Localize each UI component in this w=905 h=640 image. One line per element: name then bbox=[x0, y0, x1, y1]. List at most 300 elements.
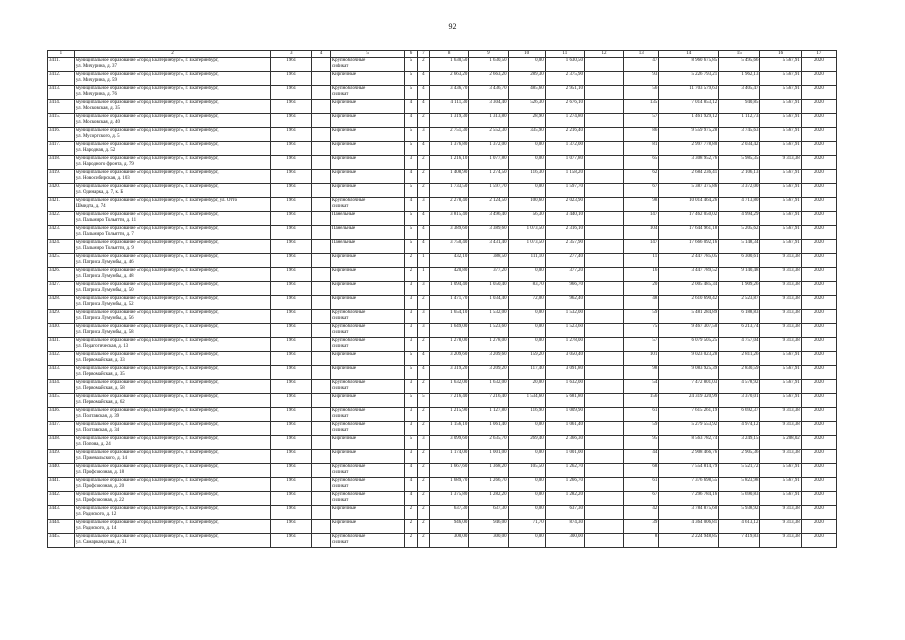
cell-text: 1961 bbox=[286, 254, 297, 259]
cell-text: 2 005 485,34 bbox=[691, 282, 718, 287]
table-cell bbox=[719, 310, 760, 324]
cell-text: 946,00 bbox=[453, 520, 468, 525]
cell-text: 7 554 814,79 bbox=[691, 464, 718, 469]
table-cell bbox=[74, 254, 270, 268]
table-cell bbox=[74, 506, 270, 520]
table-cell bbox=[405, 282, 417, 296]
table-cell bbox=[330, 240, 404, 254]
cell-text: 3 750,40 bbox=[450, 240, 468, 245]
cell-text: 0,00 bbox=[535, 156, 544, 161]
cell-text: 3441. bbox=[49, 478, 61, 483]
table-cell bbox=[659, 380, 719, 394]
table-cell bbox=[719, 128, 760, 142]
cell-text: 47 bbox=[652, 58, 658, 63]
cell-text: 1 375,80 bbox=[450, 492, 468, 497]
cell-text: 946,00 bbox=[493, 520, 507, 525]
cell-text: 2 bbox=[422, 492, 425, 497]
cell-text: 1961 bbox=[286, 296, 297, 301]
table-row bbox=[48, 156, 837, 170]
table-row bbox=[48, 478, 837, 492]
table-cell bbox=[417, 520, 429, 534]
table-cell bbox=[584, 492, 623, 506]
table-cell bbox=[417, 142, 429, 156]
cell-text: 1961 bbox=[286, 324, 297, 329]
cell-text: муниципальное образование «город Екатеринбург», г. Екатеринбург, ул. Отто bbox=[75, 198, 238, 203]
table-cell bbox=[508, 464, 545, 478]
cell-text: 1 061,40 bbox=[489, 422, 507, 427]
table-cell bbox=[330, 58, 404, 72]
cell-text: 3432. bbox=[49, 352, 61, 357]
cell-text: 2020 bbox=[813, 198, 824, 203]
table-cell bbox=[74, 366, 270, 380]
table-cell bbox=[271, 72, 312, 86]
table-cell bbox=[659, 226, 719, 240]
table-cell bbox=[545, 352, 584, 366]
table-cell bbox=[430, 282, 469, 296]
table-cell bbox=[405, 156, 417, 170]
cell-text: 3 bbox=[409, 408, 413, 413]
cell-text: 0,00 bbox=[535, 324, 544, 329]
table-cell bbox=[801, 324, 836, 338]
cell-text: 1 216,10 bbox=[450, 156, 468, 161]
cell-text: 1961 bbox=[286, 86, 297, 91]
cell-text: сиdикат bbox=[331, 64, 349, 69]
table-cell bbox=[469, 296, 508, 310]
table-cell bbox=[469, 436, 508, 450]
cell-text: 269,40 bbox=[530, 436, 544, 441]
table-cell bbox=[760, 254, 801, 268]
cell-text: 156 bbox=[649, 394, 658, 399]
cell-text: 1 408,90 bbox=[450, 170, 468, 175]
header-cell: 8 bbox=[430, 51, 469, 58]
cell-text: муниципальное образование «город Екатеринбург», г. Екатеринбург, bbox=[75, 464, 219, 469]
cell-text: силикат bbox=[331, 316, 349, 321]
table-cell bbox=[312, 170, 331, 184]
table-cell bbox=[417, 478, 429, 492]
header-cell: 10 bbox=[508, 51, 545, 58]
table-cell bbox=[417, 156, 429, 170]
cell-text: силикат bbox=[331, 386, 349, 391]
table-cell bbox=[584, 338, 623, 352]
cell-text: 1961 bbox=[286, 58, 297, 63]
table-cell bbox=[469, 478, 508, 492]
table-cell bbox=[801, 408, 836, 422]
cell-text: 1961 bbox=[286, 114, 297, 119]
cell-text: 5 567,91 bbox=[782, 184, 800, 189]
cell-text: 5 681,80 bbox=[565, 394, 583, 399]
table-row bbox=[48, 408, 837, 422]
buildings-table bbox=[47, 50, 837, 548]
table-cell bbox=[659, 408, 719, 422]
cell-text: 2 905,36 bbox=[741, 450, 759, 455]
table-cell bbox=[271, 324, 312, 338]
cell-text: 57 bbox=[652, 338, 658, 343]
cell-text: 2 bbox=[422, 422, 425, 427]
table-cell bbox=[469, 254, 508, 268]
cell-text: муниципальное образование «город Екатеринбург», г. Екатеринбург, bbox=[75, 212, 219, 217]
cell-text: 2 023,90 bbox=[565, 198, 583, 203]
cell-text: Кирпичные bbox=[331, 114, 357, 119]
cell-text: 1961 bbox=[286, 198, 297, 203]
cell-text: 75 bbox=[652, 324, 658, 329]
cell-text: 11 703 579,63 bbox=[689, 86, 718, 91]
table-cell bbox=[719, 198, 760, 212]
table-cell bbox=[48, 478, 75, 492]
table-cell bbox=[312, 520, 331, 534]
table-cell bbox=[271, 240, 312, 254]
table-cell bbox=[405, 380, 417, 394]
table-cell bbox=[545, 72, 584, 86]
table-cell bbox=[760, 534, 801, 548]
cell-text: 3435. bbox=[49, 394, 61, 399]
table-cell bbox=[801, 226, 836, 240]
cell-text: ул. Пальмиро Тольятти, д. 9 bbox=[75, 246, 134, 251]
cell-text: 1 962,13 bbox=[741, 72, 759, 77]
table-cell bbox=[430, 156, 469, 170]
cell-text: 3 745,63 bbox=[741, 128, 759, 133]
cell-text: 637,30 bbox=[493, 506, 507, 511]
table-cell bbox=[659, 534, 719, 548]
cell-text: ул. Полтавская, д. 34 bbox=[75, 428, 120, 433]
table-cell bbox=[430, 520, 469, 534]
cell-text: 1 127,80 bbox=[489, 408, 507, 413]
cell-text: ул. Профсоюзная, д. 20 bbox=[75, 484, 125, 489]
cell-text: 1961 bbox=[286, 184, 297, 189]
cell-text: 3 447 789,52 bbox=[691, 268, 718, 273]
cell-text: 1961 bbox=[286, 310, 297, 315]
table-cell bbox=[659, 100, 719, 114]
cell-text: 3 389,60 bbox=[450, 226, 468, 231]
table-cell bbox=[271, 268, 312, 282]
table-cell bbox=[271, 100, 312, 114]
cell-text: 3 bbox=[422, 128, 425, 133]
table-cell bbox=[719, 184, 760, 198]
cell-text: 2020 bbox=[813, 226, 824, 231]
table-cell bbox=[760, 240, 801, 254]
cell-text: 98 bbox=[652, 198, 658, 203]
cell-text: 1 649,00 bbox=[450, 324, 468, 329]
cell-text: 1961 bbox=[286, 394, 297, 399]
cell-text: 3438. bbox=[49, 436, 61, 441]
header-cell: 3 bbox=[271, 51, 312, 58]
table-cell bbox=[760, 198, 801, 212]
cell-text: 4 bbox=[422, 100, 425, 105]
table-cell bbox=[719, 226, 760, 240]
cell-text: муниципальное образование «город Екатеринбург», г. Екатеринбург, bbox=[75, 492, 219, 497]
cell-text: 9 313,38 bbox=[782, 408, 800, 413]
table-cell bbox=[48, 352, 75, 366]
table-cell bbox=[508, 324, 545, 338]
table-cell bbox=[801, 520, 836, 534]
cell-text: Шмидта, д. 74 bbox=[75, 204, 106, 209]
cell-text: муниципальное образование «город Екатеринбург», г. Екатеринбург, bbox=[75, 296, 219, 301]
table-row bbox=[48, 226, 837, 240]
table-cell bbox=[508, 128, 545, 142]
cell-text: 5 690,83 bbox=[741, 492, 759, 497]
table-cell bbox=[584, 352, 623, 366]
table-cell bbox=[584, 142, 623, 156]
cell-text: 3439. bbox=[49, 450, 61, 455]
table-cell bbox=[74, 408, 270, 422]
cell-text: 1961 bbox=[286, 422, 297, 427]
cell-text: 3443. bbox=[49, 506, 61, 511]
table-cell bbox=[312, 254, 331, 268]
table-cell bbox=[760, 520, 801, 534]
header-cell: 17 bbox=[801, 51, 836, 58]
cell-text: 1961 bbox=[286, 534, 297, 539]
table-cell bbox=[469, 450, 508, 464]
cell-text: ул. Первомайская, д. 35 bbox=[75, 372, 125, 377]
cell-text: 3 370,01 bbox=[741, 394, 759, 399]
cell-text: Кирпичные bbox=[331, 450, 357, 455]
table-cell bbox=[271, 520, 312, 534]
cell-text: 0,00 bbox=[535, 184, 544, 189]
table-cell bbox=[719, 240, 760, 254]
table-cell bbox=[405, 254, 417, 268]
cell-text: 4 757,04 bbox=[741, 338, 759, 343]
cell-text: 83,70 bbox=[532, 282, 544, 287]
table-cell bbox=[417, 198, 429, 212]
table-cell bbox=[271, 254, 312, 268]
cell-text: 1 372,00 bbox=[565, 142, 583, 147]
cell-text: 72,00 bbox=[532, 296, 544, 301]
table-cell bbox=[469, 58, 508, 72]
cell-text: 1961 bbox=[286, 282, 297, 287]
table-cell bbox=[430, 198, 469, 212]
table-cell bbox=[430, 240, 469, 254]
cell-text: 9 313,38 bbox=[782, 338, 800, 343]
table-cell bbox=[405, 226, 417, 240]
table-cell bbox=[430, 492, 469, 506]
table-cell bbox=[545, 492, 584, 506]
cell-text: 3 209,60 bbox=[450, 352, 468, 357]
table-cell bbox=[430, 324, 469, 338]
cell-text: 7 419,83 bbox=[741, 534, 759, 539]
table-cell bbox=[312, 128, 331, 142]
table-cell bbox=[312, 268, 331, 282]
cell-text: ул. Мичурина, д. 76 bbox=[75, 92, 117, 97]
table-cell bbox=[430, 170, 469, 184]
table-cell bbox=[48, 464, 75, 478]
table-cell bbox=[330, 156, 404, 170]
cell-text: 335,90 bbox=[530, 128, 544, 133]
table-cell bbox=[719, 254, 760, 268]
cell-text: 2 bbox=[409, 506, 413, 511]
cell-text: ул. Радиского, д. 14 bbox=[75, 526, 117, 531]
cell-text: 5 208,02 bbox=[782, 436, 800, 441]
table-cell bbox=[417, 114, 429, 128]
cell-text: 1 050,40 bbox=[489, 282, 507, 287]
table-cell bbox=[74, 296, 270, 310]
cell-text: ул. Мичурина, д. 59 bbox=[75, 78, 117, 83]
cell-text: 67 bbox=[652, 492, 658, 497]
table-cell bbox=[430, 184, 469, 198]
table-cell bbox=[545, 170, 584, 184]
table-cell bbox=[801, 464, 836, 478]
cell-text: 86 bbox=[652, 128, 658, 133]
cell-text: 2 034,42 bbox=[741, 142, 759, 147]
table-cell bbox=[48, 268, 75, 282]
table-cell bbox=[508, 352, 545, 366]
table-cell bbox=[48, 534, 75, 548]
table-cell bbox=[760, 450, 801, 464]
table-cell bbox=[271, 436, 312, 450]
cell-text: 874,30 bbox=[569, 520, 583, 525]
cell-text: 20,00 bbox=[532, 380, 544, 385]
header-row bbox=[48, 51, 837, 58]
cell-text: 116,30 bbox=[530, 170, 544, 175]
cell-text: 4 bbox=[422, 142, 425, 147]
table-cell bbox=[719, 506, 760, 520]
table-cell bbox=[312, 506, 331, 520]
cell-text: муниципальное образование «город Екатеринбург», г. Екатеринбург, bbox=[75, 100, 219, 105]
cell-text: Панельные bbox=[331, 212, 356, 217]
cell-text: Крупноблочные bbox=[331, 408, 366, 413]
table-cell bbox=[405, 114, 417, 128]
table-cell bbox=[545, 198, 584, 212]
table-cell bbox=[760, 72, 801, 86]
table-cell bbox=[719, 492, 760, 506]
table-cell bbox=[74, 450, 270, 464]
cell-text: 2 523,87 bbox=[741, 296, 759, 301]
header-cell: 9 bbox=[469, 51, 508, 58]
table-cell bbox=[430, 436, 469, 450]
cell-text: муниципальное образование «город Екатеринбург», г. Екатеринбург, bbox=[75, 478, 219, 483]
cell-text: 1 bbox=[422, 254, 425, 259]
cell-text: 3 436,70 bbox=[489, 86, 507, 91]
cell-text: 3 099,60 bbox=[450, 436, 468, 441]
cell-text: 5 567,91 bbox=[782, 58, 800, 63]
table-cell bbox=[545, 408, 584, 422]
table-cell bbox=[469, 422, 508, 436]
table-cell bbox=[508, 520, 545, 534]
table-cell bbox=[624, 464, 659, 478]
table-cell bbox=[545, 142, 584, 156]
table-row bbox=[48, 492, 837, 506]
cell-text: 9 023 023,28 bbox=[691, 352, 718, 357]
cell-text: ул. Народного фронта, д. 79 bbox=[75, 162, 134, 167]
cell-text: ул. Самаркандская, д. 31 bbox=[75, 540, 127, 545]
cell-text: 2 216,40 bbox=[565, 128, 583, 133]
table-cell bbox=[624, 506, 659, 520]
table-cell bbox=[508, 212, 545, 226]
table-cell bbox=[508, 422, 545, 436]
cell-text: 4 bbox=[409, 464, 413, 469]
cell-text: силикат bbox=[331, 428, 349, 433]
cell-text: Крупноблочные bbox=[331, 198, 366, 203]
cell-text: 5 495,66 bbox=[741, 58, 759, 63]
cell-text: 3436. bbox=[49, 408, 61, 413]
cell-text: муниципальное образование «город Екатеринбург», г. Екатеринбург, bbox=[75, 506, 219, 511]
table-cell bbox=[545, 394, 584, 408]
table-cell bbox=[584, 450, 623, 464]
table-cell bbox=[624, 212, 659, 226]
table-cell bbox=[508, 72, 545, 86]
table-cell bbox=[271, 422, 312, 436]
cell-text: 3425. bbox=[49, 254, 61, 259]
table-cell bbox=[330, 380, 404, 394]
table-cell bbox=[405, 296, 417, 310]
cell-text: 2020 bbox=[813, 156, 824, 161]
table-cell bbox=[624, 338, 659, 352]
table-cell bbox=[405, 436, 417, 450]
cell-text: 4 578,92 bbox=[741, 380, 759, 385]
table-cell bbox=[271, 170, 312, 184]
table-cell bbox=[624, 86, 659, 100]
table-cell bbox=[312, 86, 331, 100]
cell-text: ул. Пржевальского, д. 14 bbox=[75, 456, 127, 461]
cell-text: 3 bbox=[422, 310, 425, 315]
table-cell bbox=[430, 212, 469, 226]
table-cell bbox=[312, 394, 331, 408]
header-cell: 16 bbox=[760, 51, 801, 58]
cell-text: 100,60 bbox=[530, 198, 544, 203]
cell-text: 1 278,00 bbox=[489, 338, 507, 343]
table-cell bbox=[430, 380, 469, 394]
cell-text: 2 bbox=[422, 58, 425, 63]
cell-text: 3 bbox=[409, 338, 413, 343]
table-row bbox=[48, 422, 837, 436]
cell-text: 9 313,38 bbox=[782, 296, 800, 301]
cell-text: 2020 bbox=[813, 212, 824, 217]
table-cell bbox=[584, 282, 623, 296]
cell-text: 3430. bbox=[49, 324, 61, 329]
table-cell bbox=[330, 86, 404, 100]
table-cell bbox=[430, 72, 469, 86]
cell-text: 2020 bbox=[813, 534, 824, 539]
cell-text: 5 481 284,89 bbox=[691, 310, 718, 315]
cell-text: муниципальное образование «город Екатеринбург», г. Екатеринбург, bbox=[75, 282, 219, 287]
table-cell bbox=[584, 506, 623, 520]
table-cell bbox=[719, 170, 760, 184]
cell-text: 2 bbox=[422, 464, 425, 469]
cell-text: 2020 bbox=[813, 240, 824, 245]
cell-text: муниципальное образование «город Екатеринбург», г. Екатеринбург, bbox=[75, 366, 219, 371]
cell-text: 9 559 975,28 bbox=[691, 128, 718, 133]
cell-text: 4 bbox=[422, 72, 425, 77]
table-cell bbox=[48, 198, 75, 212]
cell-text: 1 266,70 bbox=[489, 478, 507, 483]
cell-text: 5 567,91 bbox=[782, 212, 800, 217]
table-cell bbox=[74, 128, 270, 142]
cell-text: муниципальное образование «город Екатеринбург», г. Екатеринбург, bbox=[75, 450, 219, 455]
cell-text: 2 bbox=[422, 450, 425, 455]
table-cell bbox=[312, 184, 331, 198]
cell-text: муниципальное образование «город Екатеринбург», г. Екатеринбург, bbox=[75, 114, 219, 119]
cell-text: 2020 bbox=[813, 450, 824, 455]
table-cell bbox=[801, 212, 836, 226]
table-cell bbox=[584, 296, 623, 310]
cell-text: 3423. bbox=[49, 226, 61, 231]
cell-text: 9 313,38 bbox=[782, 310, 800, 315]
table-cell bbox=[271, 352, 312, 366]
table-cell bbox=[508, 198, 545, 212]
table-row bbox=[48, 366, 837, 380]
table-cell bbox=[48, 296, 75, 310]
table-cell bbox=[330, 142, 404, 156]
table-cell bbox=[801, 492, 836, 506]
table-cell bbox=[430, 394, 469, 408]
table-cell bbox=[417, 100, 429, 114]
table-row bbox=[48, 380, 837, 394]
table-cell bbox=[430, 478, 469, 492]
header-cell: 15 bbox=[719, 51, 760, 58]
cell-text: 5 bbox=[409, 142, 413, 147]
table-cell bbox=[545, 506, 584, 520]
cell-text: 1961 bbox=[286, 240, 297, 245]
cell-text: 61 bbox=[652, 408, 658, 413]
cell-text: Крупноблочные bbox=[331, 464, 366, 469]
